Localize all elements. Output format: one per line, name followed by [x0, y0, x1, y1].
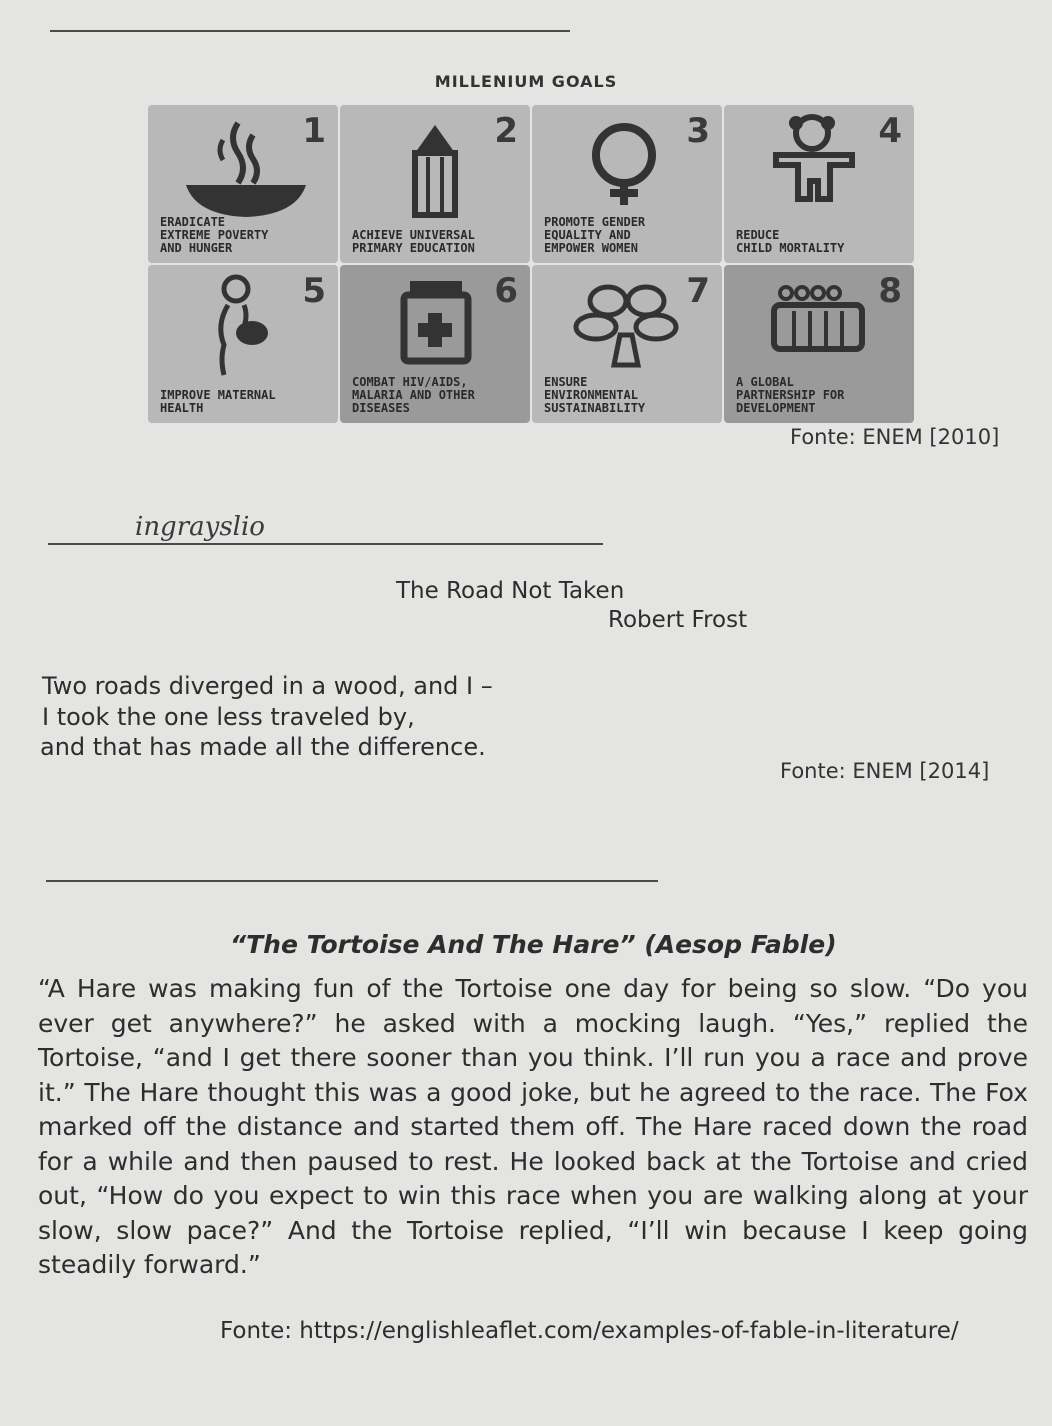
goal-tile-4: [724, 105, 914, 263]
fable-title: “The Tortoise And The Hare” (Aesop Fable): [230, 930, 837, 959]
fable-source: Fonte: https://englishleaflet.com/examples-of-fable-in-literature/: [220, 1318, 959, 1344]
goal-number: 8: [878, 271, 902, 311]
goal-caption: A GLOBAL PARTNERSHIP FOR DEVELOPMENT: [736, 375, 845, 415]
fable-text: “A Hare was making fun of the Tortoise one day for being so slow. “Do you ever get anywhere?” he asked with a mocking laugh. “Yes,” replied the Tortoise, “and I get there sooner than you think. I’ll run you a race and prove it.” The Hare thought this was a good joke, but he agreed to the race. The Fox marked off the distance and started them off. The Hare raced down the road for a while and then paused to rest. He looked back at the Tortoise and cried out, “How do you expect to win this race when you are walking along at your slow, slow pace?” And the Tortoise replied, “I’ll win because I keep going steadily forward.”: [38, 974, 1028, 1279]
goal-number: 1: [302, 111, 326, 151]
goal-caption: ENSURE ENVIRONMENTAL SUSTAINABILITY: [544, 375, 646, 415]
goal-number: 3: [686, 111, 710, 151]
divider-1: [48, 543, 603, 545]
goal-number: 2: [494, 111, 518, 151]
goal-caption: COMBAT HIV/AIDS, MALARIA AND OTHER DISEASES: [352, 375, 475, 415]
goal-number: 7: [686, 271, 710, 311]
poem-line: and that has made all the difference.: [40, 733, 486, 761]
goal-caption: IMPROVE MATERNAL HEALTH: [160, 388, 276, 415]
poem-author: Robert Frost: [608, 607, 748, 633]
poem-source: Fonte: ENEM [2014]: [780, 759, 990, 783]
goal-number: 5: [302, 271, 326, 311]
goal-tile-6: [340, 265, 530, 423]
goals-title: MILLENIUM GOALS: [434, 72, 618, 91]
top-divider: [50, 30, 570, 32]
goal-tile-3: [532, 105, 722, 263]
goal-tile-7: [532, 265, 722, 423]
goals-source: Fonte: ENEM [2010]: [790, 425, 1000, 449]
goal-number: 4: [878, 111, 902, 151]
goal-caption: ACHIEVE UNIVERSAL PRIMARY EDUCATION: [352, 228, 475, 255]
goal-tile-2: [340, 105, 530, 263]
goal-caption: REDUCE CHILD MORTALITY: [736, 228, 845, 255]
goal-caption: PROMOTE GENDER EQUALITY AND EMPOWER WOMEN: [544, 215, 646, 255]
poem-line: I took the one less traveled by,: [42, 703, 415, 731]
goal-tile-5: [148, 265, 338, 423]
goal-caption: ERADICATE EXTREME POVERTY AND HUNGER: [160, 215, 269, 255]
goal-number: 6: [494, 271, 518, 311]
handwritten-note: ingrayslio: [135, 512, 265, 542]
goal-tile-1: [148, 105, 338, 263]
divider-2: [46, 880, 658, 882]
goal-tile-8: [724, 265, 914, 423]
poem-title: The Road Not Taken: [396, 578, 625, 604]
poem-line: Two roads diverged in a wood, and I –: [42, 672, 493, 700]
